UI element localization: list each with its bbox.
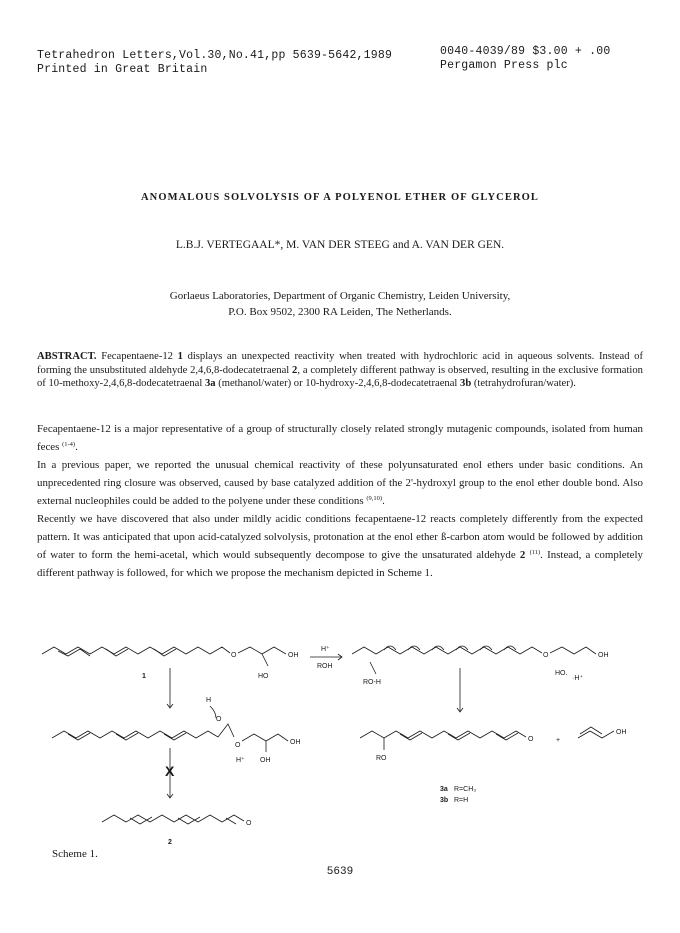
paragraph-2-end: . xyxy=(382,495,385,507)
journal-citation: Tetrahedron Letters,Vol.30,No.41,pp 5639-5642,1989 xyxy=(37,49,393,62)
aldehyde-o-label: O xyxy=(246,820,252,827)
ether-oxygen-label: O xyxy=(231,652,237,659)
reaction-scheme xyxy=(30,620,650,890)
abstract-text-3: , a completely different pathway is observed, resulting in the exclusive formation of 10-methoxy-2,4,6,8-dodecatetraenal xyxy=(37,364,643,389)
paragraph-3-text: Recently we have discovered that also under mildly acidic conditions fecapentaene-12 reacts completely differently from the expected pattern. It was anticipated that upon acid-catalyzed solvolysis, protonation at the enol ether ß-carbon atom would be followed by addition of water to form the hemi-acetal, which would subsequently decompose to give the unsaturated aldehyde xyxy=(37,513,643,561)
publisher-name: Pergamon Press plc xyxy=(440,59,568,72)
hydroxyl-label-2: HO xyxy=(258,673,269,680)
product-aldehyde-o-label: O xyxy=(528,736,534,743)
left-proton-label: H⁺ xyxy=(236,757,245,764)
product-ro-label: RO xyxy=(376,755,387,762)
abstract-text-2: displays an unexpected reactivity when treated with hydrochloric acid in aqueous solvents. Instead of forming the unsubstituted aldehyde 2,4,6,8-dodecatetraenal xyxy=(37,351,644,376)
compound-ref-1: 1 xyxy=(177,351,183,362)
body-text xyxy=(37,420,643,582)
affiliation-line-2: P.O. Box 9502, 2300 RA Leiden, The Netherlands. xyxy=(228,306,452,318)
article-title: ANOMALOUS SOLVOLYSIS OF A POLYENOL ETHER OF GLYCEROL xyxy=(140,192,540,203)
protonated-intermediate xyxy=(352,646,609,686)
intermediate-hydroxyl-label: OH xyxy=(598,652,609,659)
left-intermediate xyxy=(52,697,301,764)
compound-3a-number: 3a xyxy=(440,786,448,793)
price-code: 0040-4039/89 $3.00 + .00 xyxy=(440,45,611,58)
citation-9-10: (9,10) xyxy=(366,495,383,502)
compound-3b-number: 3b xyxy=(440,797,449,804)
paragraph-3 xyxy=(37,510,643,582)
paragraph-2-text: In a previous paper, we reported the unusual chemical reactivity of these polyunsaturated enol ethers under basic conditions. An unprecedented ring closure was observed, caused by base catalyzed addition of the 2'-hydroxyl group to the enol ether double bond. Also external nucleophiles could be added to the polyene under these conditions xyxy=(37,459,643,507)
compound-2-number: 2 xyxy=(168,839,172,846)
acid-reaction-arrow xyxy=(310,645,342,670)
right-down-arrow xyxy=(457,668,463,712)
citation-1-4: (1-4) xyxy=(62,441,76,448)
printed-in: Printed in Great Britain xyxy=(37,63,208,76)
compound-3b-substituent: R=H xyxy=(454,797,469,804)
paragraph-1-text: Fecapentaene-12 is a major representative of a group of structurally closely related strongly mutagenic compounds, isolated from human feces xyxy=(37,423,643,453)
journal-header xyxy=(37,49,392,77)
cross-mark: X xyxy=(165,763,175,779)
article-authors: L.B.J. VERTEGAAL*, M. VAN DER STEEG and A. VAN DER GEN. xyxy=(175,239,505,251)
scheme-caption: Scheme 1. xyxy=(52,848,98,860)
publisher-header xyxy=(440,45,610,73)
page-number: 5639 xyxy=(326,866,354,878)
compound-1-number: 1 xyxy=(142,673,146,680)
paragraph-1-end: . xyxy=(75,441,78,453)
citation-11: (11) xyxy=(529,549,541,556)
intermediate-proton-label: ·H⁺ xyxy=(572,675,584,682)
transfer-h-label: H xyxy=(206,697,212,704)
left-down-arrow xyxy=(167,668,173,708)
abstract-label: ABSTRACT. xyxy=(37,351,97,362)
proton-label: H⁺ xyxy=(321,646,330,653)
blocked-arrow xyxy=(165,748,175,798)
intermediate-ho-label: HO. xyxy=(555,670,568,677)
nucleophile-label: RO-H xyxy=(363,679,381,686)
paragraph-3-end: . Instead, a completely different pathway is followed, for which we propose the mechanism depicted in Scheme 1. xyxy=(37,549,643,579)
compound-3a-substituent: R=CH₃ xyxy=(454,786,477,793)
oxonium-oxygen-label: O xyxy=(543,652,549,659)
compound-ref-3a: 3a xyxy=(204,378,216,389)
carbonyl-o-label: O xyxy=(216,716,222,723)
plus-sign: + xyxy=(556,737,561,744)
abstract xyxy=(37,350,643,391)
paragraph-2 xyxy=(37,456,643,510)
compound-2-structure xyxy=(102,815,252,846)
compound-3-structure xyxy=(360,727,627,804)
compound-ref-3b: 3b xyxy=(460,378,472,389)
author-affiliation xyxy=(0,288,680,320)
left-oxygen-label: O xyxy=(235,742,241,749)
affiliation-line-1: Gorlaeus Laboratories, Department of Organic Chemistry, Leiden University, xyxy=(169,290,511,302)
abstract-text-5: (tetrahydrofuran/water). xyxy=(471,378,576,389)
compound-ref-2-body: 2 xyxy=(519,549,526,561)
alcohol-label: ROH xyxy=(317,663,333,670)
paragraph-1 xyxy=(37,420,643,456)
abstract-text-4: (methanol/water) or 10-hydroxy-2,4,6,8-dodecatetraenal xyxy=(215,378,461,389)
left-hydroxyl-label: OH xyxy=(290,739,301,746)
compound-ref-2: 2 xyxy=(292,364,298,376)
abstract-text-1: Fecapentaene-12 xyxy=(96,351,178,362)
left-oh-lower-label: OH xyxy=(260,757,271,764)
hydroxyl-label: OH xyxy=(288,652,299,659)
allyl-alcohol-oh-label: OH xyxy=(616,729,627,736)
